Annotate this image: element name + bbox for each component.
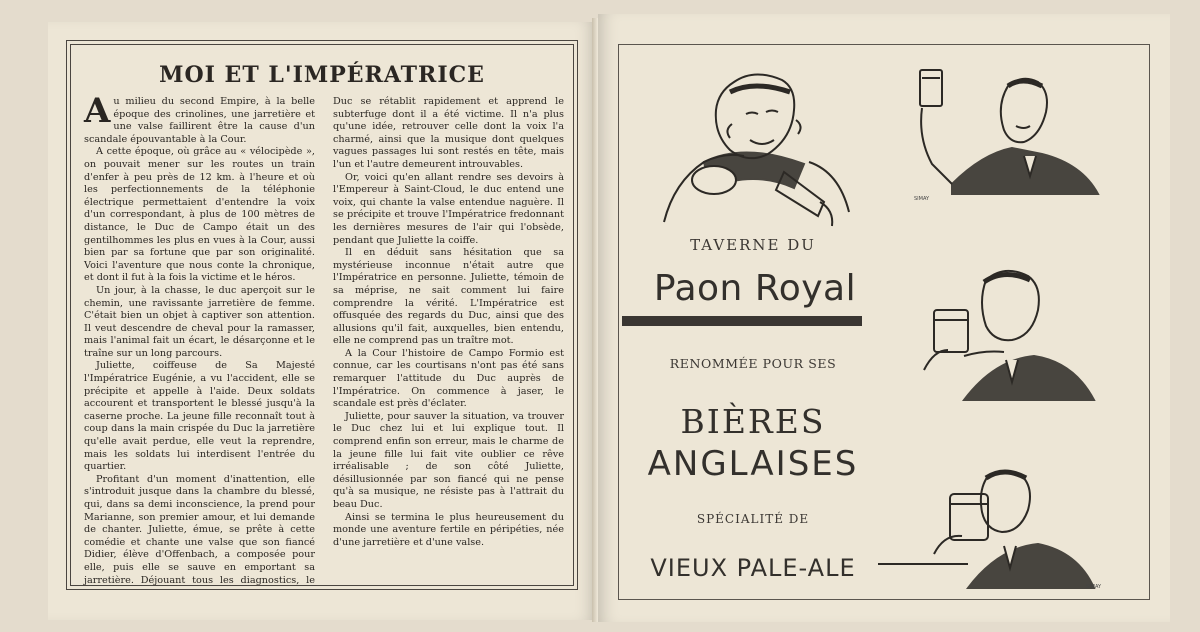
- paragraph: Profitant d'un moment d'inattention, elle s'introduit jusque dans la chambre du blessé, qui, dans sa demi inconscience, la prend pour Marianne, son premier amour, et lui demande de chanter. Juliette, émue, se prête à cette comédie et chante une valse que son fiancé Didier, élève d'Offenbach, a composée pour elle, puis elle se sauve en emportant sa jarretière. Déjouant tous les diagnostics, le Duc se rétablit rapidement et apprend le subterfuge dont il a été victime. Il n'a plus qu'une idée, retrouver celle dont la voix l'a charmé, ainsi que la musique dont quelques vagues passages lui sont restés en tête, mais l'un et l'autre demeurent introuvables.: [84, 96, 564, 586]
- paragraph: A la Cour l'histoire de Campo Formio est connue, car les courtisans n'ont pas été sans remarquer l'attitude du Duc auprès de l'Impératrice. On commence à jaser, le scandale est près d'éclater.: [333, 347, 564, 410]
- right-page: [598, 14, 1170, 622]
- left-page: [48, 22, 596, 620]
- paragraph: Juliette, pour sauver la situation, va trouver le Duc chez lui et lui explique tout. Il comprend enfin son erreur, mais le charme de la jeune fille lui fait vite oublier ce rêve irréalisable ; de son côté Juliette, désillusionnée par son fiancé qui ne pense qu'à sa musique, ne résiste pas à l'attrait du beau Duc.: [333, 410, 564, 510]
- article-body: [84, 91, 564, 596]
- paragraph: Il en déduit sans hésitation que sa mystérieuse inconnue n'était autre que l'Impératrice en personne. Juliette, témoin de sa méprise, ne sait comment lui faire comprendre la vérité. L'Impératrice est offusquée des regards du Duc, ainsi que des allusions qu'il fait, auxquelles, bien entendu, elle ne comprend pas un traître mot.: [333, 247, 564, 347]
- man-pouring-bottle-illustration: [634, 62, 864, 232]
- ad-vieux-pale-ale: VIEUX PALE-ALE: [650, 554, 856, 582]
- ad-bieres: BIÈRES: [680, 402, 826, 441]
- ad-underline-bar: [622, 316, 862, 326]
- paragraph: Au milieu du second Empire, à la belle époque des crinolines, une jarretière et une valse faillirent être la cause d'un scandale épouvantable à la Cour.: [84, 91, 315, 145]
- ad-specialite: SPÉCIALITÉ DE: [696, 512, 810, 526]
- paragraph: A cette époque, où grâce au « vélocipède », on pouvait mener sur les routes un train d'enfer à peu près de 12 km. à l'heure et où les perfectionnements de la téléphonie électrique permettaient d'entendre la voix d'un correspondant, à plus de 100 mètres de distance, le Duc de Campo était un des gentilhommes les plus en vues à la Cour, aussi bien par sa fortune que par son originalité. Voici l'aventure que nous conte la chronique, et dont il fut à la fois la victime et le héros.: [84, 146, 315, 284]
- ad-renommee: RENOMMÉE POUR SES: [669, 356, 837, 371]
- drop-cap: A: [84, 91, 111, 131]
- paragraph: Un jour, à la chasse, le duc aperçoit sur le chemin, une ravissante jarretière de femme. C'était bien un objet à captiver son attention. Il veut descendre de cheval pour la ramasser, mais l'animal fait un écart, le désarçonne et le traîne sur un long parcours.: [84, 284, 315, 359]
- paragraph: Or, voici qu'en allant rendre ses devoirs à l'Empereur à Saint-Cloud, le duc entend une voix, qui chante la valse entendue naguère. Il se précipite et trouve l'Impératrice fredonnant les dernières mesures de l'air qui l'obsède, pendant que Juliette la coiffe.: [333, 171, 564, 246]
- ad-taverne-du: TAVERNE DU: [690, 236, 816, 254]
- ad-anglaises: ANGLAISES: [647, 444, 859, 484]
- signature-mark: SIMAY: [914, 196, 930, 202]
- man-drinking-tankard-illustration: [878, 464, 1118, 594]
- signature-mark: SIMAY: [1086, 584, 1102, 590]
- paragraph: Juliette, coiffeuse de Sa Majesté l'Impératrice Eugénie, a vu l'accident, elle se précipite et appelle à l'aide. Deux soldats accourent et transportent le blessé jusqu'à la caserne proche. La jeune fille reconnaît tout à coup dans la main crispée du Duc la jarretière qu'elle avait perdue, elle veut la reprendre, mais les soldats lui interdisent l'entrée du quartier.: [84, 360, 315, 473]
- paragraph: Ainsi se termina le plus heureusement du monde une aventure fertile en péripéties, née d'une jarretière et d'une valse.: [333, 511, 564, 548]
- article-title: MOI ET L'IMPÉRATRICE: [159, 62, 485, 88]
- man-raising-glass-illustration: [912, 64, 1112, 209]
- ad-paon-royal: Paon Royal: [653, 268, 857, 309]
- man-drinking-illustration: [904, 260, 1114, 410]
